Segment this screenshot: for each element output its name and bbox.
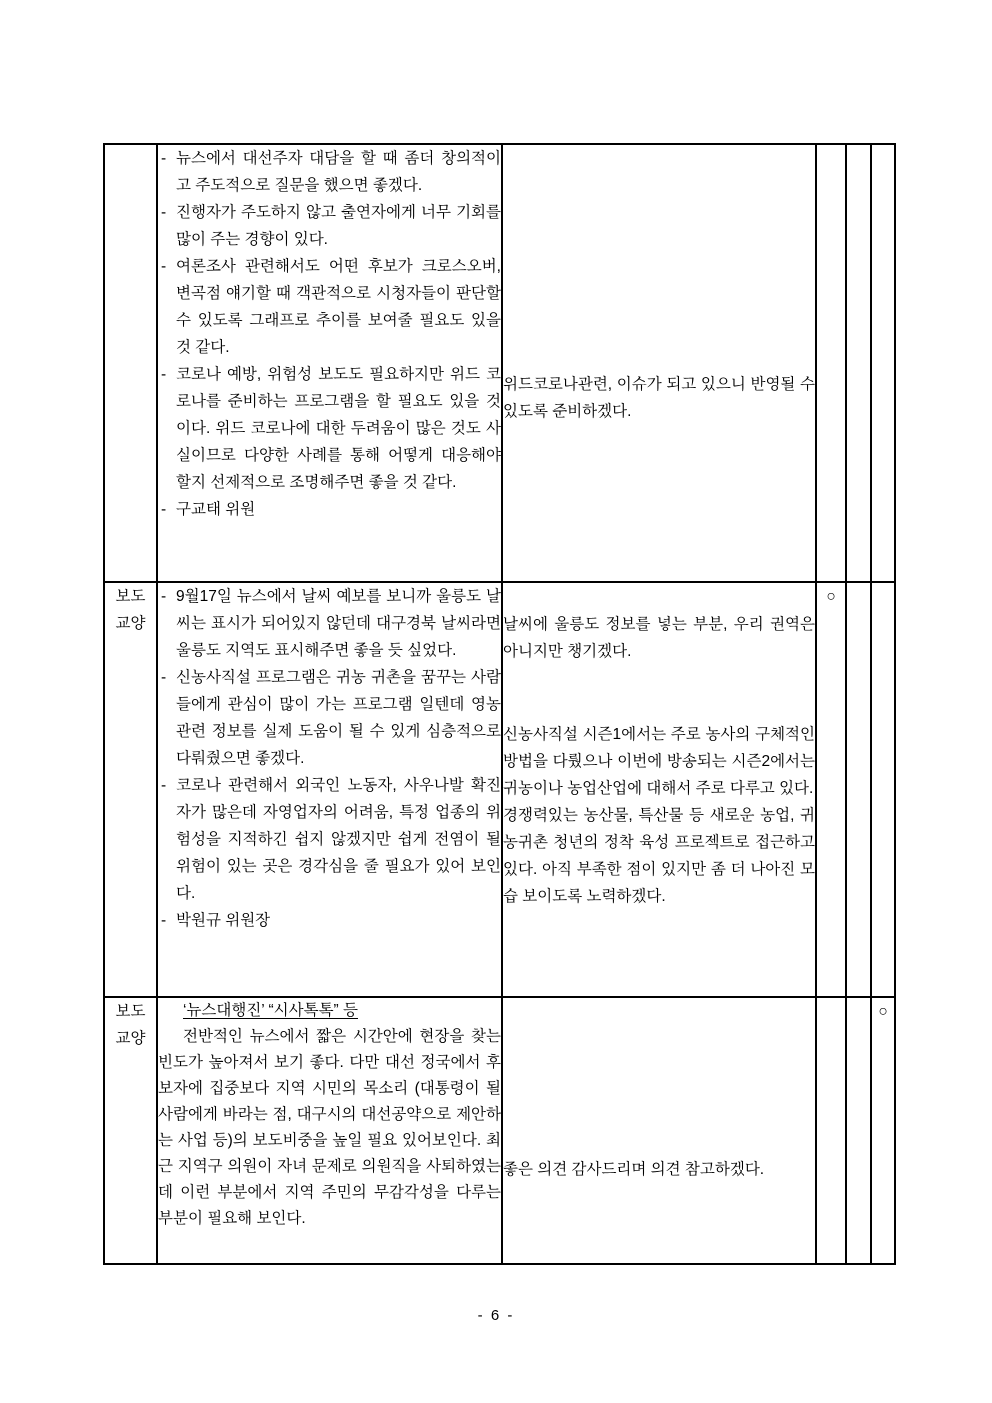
response-paragraph: 날씨에 울릉도 정보를 넣는 부분, 우리 권역은 아니지만 챙기겠다. <box>503 616 815 660</box>
bullet-marker: - <box>161 204 167 221</box>
table-row <box>104 144 895 582</box>
opinion-text: 코로나 관련해서 외국인 노동자, 사우나발 확진자가 많은데 자영업자의 어려움, 특정 업종의 위험성을 지적하긴 쉽지 않겠지만 쉽게 전염이 될 위험이 있는 곳은 경각심을 줄 필요가 있어 보인다. <box>176 777 501 902</box>
check-cell-3: ○ <box>871 997 895 1264</box>
check-cell-3 <box>871 582 895 997</box>
opinion-text: 9월17일 뉴스에서 날씨 예보를 보니까 울릉도 날씨는 표시가 되어있지 않던데 대구경북 날씨라면 울릉도 지역도 표시해주면 좋을 듯 싶었다. <box>176 588 501 659</box>
opinion-item <box>158 253 501 361</box>
bullet-marker: - <box>161 150 167 167</box>
bullet-marker: - <box>161 258 167 275</box>
opinion-item <box>158 664 501 772</box>
opinion-item <box>158 772 501 907</box>
check-cell-2 <box>846 144 871 582</box>
category-line: 보도 <box>115 588 146 605</box>
response-cell <box>502 144 816 582</box>
opinion-heading <box>158 998 501 1024</box>
response-paragraph: 경쟁력있는 농산물, 특산물 등 새로운 농업, 귀농귀촌 청년의 정착 육성 프로젝트로 접근하고 있다. 아직 부족한 점이 있지만 좀 더 나아진 모습 보이도록 노력하겠다. <box>503 807 815 905</box>
table-row <box>104 582 895 997</box>
opinion-paragraph: 전반적인 뉴스에서 짧은 시간안에 현장을 찾는 빈도가 높아져서 보기 좋다. 다만 대선 정국에서 후보자에 집중보다 지역 시민의 목소리 (대통령이 될사람에게 바라는 점, 대구시의 대선공약으로 제안하는 사업 등)의 보도비중을 높일 필요 있어보인다. 최근 지역구 의원이 자녀 문제로 의원직을 사퇴하였는데 이런 부분에서 지역 주민의 무감각성을 다루는 부분이 필요해 보인다. <box>158 1028 501 1227</box>
check-cell-3 <box>871 144 895 582</box>
category-line: 교양 <box>115 615 146 632</box>
opinion-text: 여론조사 관련해서도 어떤 후보가 크로스오버, 변곡점 얘기할 때 객관적으로 시청자들이 판단할 수 있도록 그래프로 추이를 보여줄 필요도 있을 것 같다. <box>176 258 501 356</box>
category-cell <box>104 582 157 997</box>
category-cell <box>104 997 157 1264</box>
response-paragraph: 좋은 의견 감사드리며 의견 참고하겠다. <box>503 1161 765 1178</box>
check-cell-1 <box>816 144 846 582</box>
category-line: 교양 <box>115 1030 146 1047</box>
check-cell-1 <box>816 997 846 1264</box>
check-cell-1: ○ <box>816 582 846 997</box>
response-paragraph: 신농사직설 시즌1에서는 주로 농사의 구체적인 방법을 다뤘으나 이번에 방송되는 시즌2에서는 귀농이나 농업산업에 대해서 주로 다루고 있다. <box>503 726 815 797</box>
opinion-text: 뉴스에서 대선주자 대담을 할 때 좀더 창의적이고 주도적으로 질문을 했으면 좋겠다. <box>176 150 501 194</box>
response-cell <box>502 997 816 1264</box>
response-cell <box>502 582 816 997</box>
opinion-item <box>158 361 501 496</box>
bullet-marker: - <box>161 777 167 794</box>
opinion-text: 신농사직설 프로그램은 귀농 귀촌을 꿈꾸는 사람들에게 관심이 많이 가는 프로그램 일텐데 영농관련 정보를 실제 도움이 될 수 있게 심층적으로 다뤄줬으면 좋겠다. <box>176 669 501 767</box>
opinion-item <box>158 907 501 934</box>
bullet-marker: - <box>161 669 167 686</box>
category-line: 보도 <box>115 1003 146 1020</box>
opinion-item <box>158 145 501 199</box>
opinion-cell <box>157 997 502 1264</box>
opinion-item <box>158 583 501 664</box>
opinion-cell <box>157 582 502 997</box>
bullet-marker: - <box>161 366 167 383</box>
table-row <box>104 997 895 1264</box>
opinion-text: 구교태 위원 <box>176 501 256 518</box>
opinion-text: 코로나 예방, 위험성 보도도 필요하지만 위드 코로나를 준비하는 프로그램을 할 필요도 있을 것이다. 위드 코로나에 대한 두려움이 많은 것도 사실이므로 다양한 사례를 통해 어떻게 대응해야 할지 선제적으로 조명해주면 좋을 것 같다. <box>176 366 501 491</box>
response-paragraph: 위드코로나관련, 이슈가 되고 있으니 반영될 수 있도록 준비하겠다. <box>503 376 815 420</box>
category-cell <box>104 144 157 582</box>
opinion-cell <box>157 144 502 582</box>
opinion-item <box>158 496 501 523</box>
opinion-text: 진행자가 주도하지 않고 출연자에게 너무 기회를 많이 주는 경향이 있다. <box>176 204 501 248</box>
check-cell-2 <box>846 997 871 1264</box>
opinion-item <box>158 199 501 253</box>
opinion-heading-text: ‘뉴스대행진’ “시사톡톡” 등 <box>183 1002 358 1019</box>
opinion-text: 박원규 위원장 <box>176 912 271 929</box>
bullet-marker: - <box>161 501 167 518</box>
bullet-marker: - <box>161 588 167 605</box>
bullet-marker: - <box>161 912 167 929</box>
check-cell-2 <box>846 582 871 997</box>
broadcast-review-table <box>103 143 896 1265</box>
page-number: - 6 - <box>477 1307 515 1324</box>
